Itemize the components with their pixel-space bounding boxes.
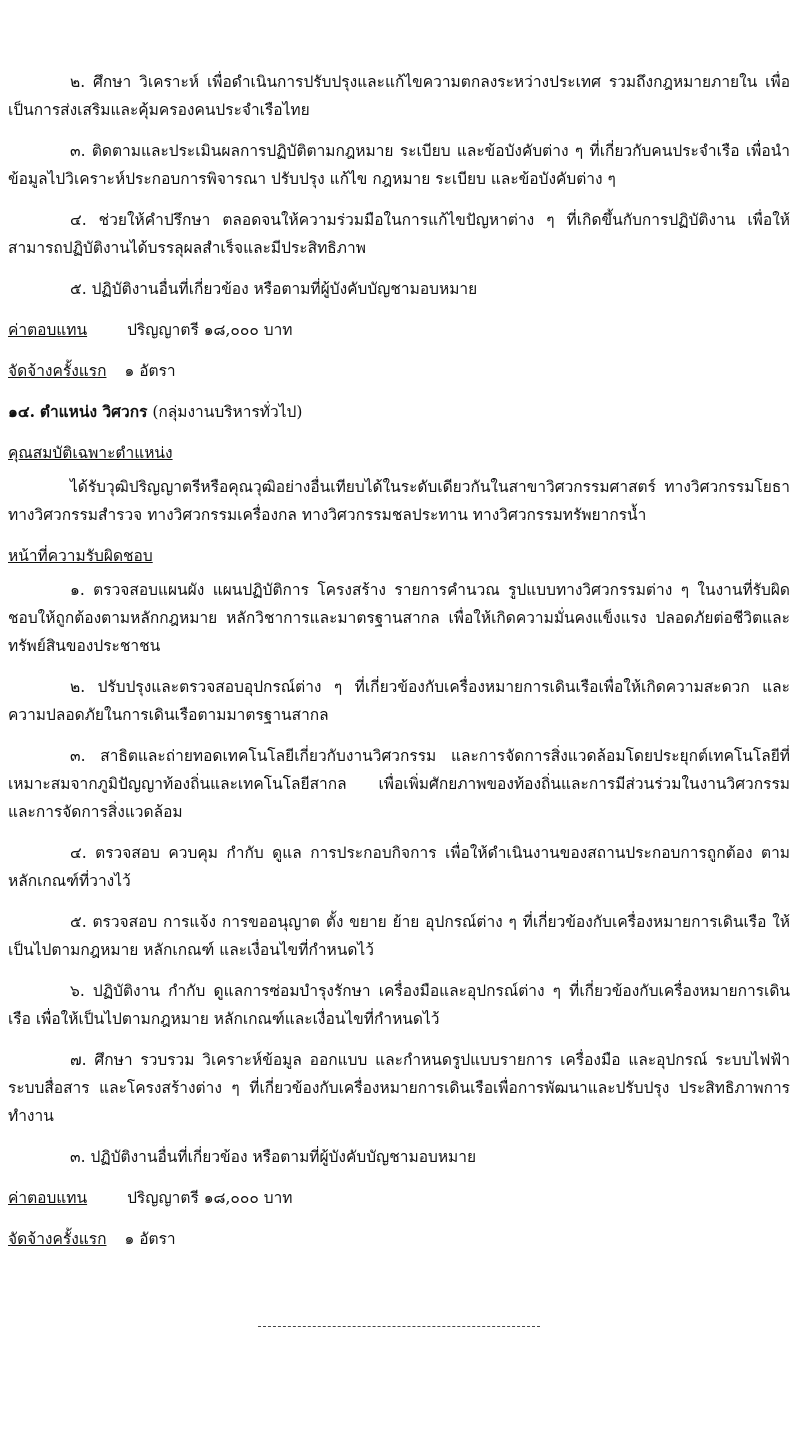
position-title: ตำแหน่ง วิศวกร <box>39 402 148 421</box>
position-group: (กลุ่มงานบริหารทั่วไป) <box>152 403 303 421</box>
pay-value: ปริญญาตรี ๑๘,๐๐๐ บาท <box>127 1189 293 1207</box>
duty-item: ๓. สาธิตและถ่ายทอดเทคโนโลยีเกี่ยวกับงานวิศวกรรม และการจัดการสิ่งแวดล้อมโดยประยุกต์เทคโนโลยีที่เหมาะสมจากภูมิปัญญาท้องถิ่นและเทคโนโลยีสากล เพื่อเพิ่มศักยภาพของท้องถิ่นและการมีส่วนร่วมในงานวิศวกรรม และการจัดการสิ่งแวดล้อม <box>8 747 790 821</box>
position-heading <box>8 398 790 426</box>
duty-item: ๑. ตรวจสอบแผนผัง แผนปฏิบัติการ โครงสร้าง รายการคำนวณ รูปแบบทางวิศวกรรมต่าง ๆ ในงานที่รับผิดชอบให้ถูกต้องตามหลักกฎหมาย หลักวิชาการและมาตรฐานสากล เพื่อให้เกิดความมั่นคงแข็งแรง ปลอดภัยต่อชีวิตและทรัพย์สินของประชาชน <box>8 581 790 655</box>
hire-label: จัดจ้างครั้งแรก <box>8 362 107 380</box>
duty-item: ๕. ปฏิบัติงานอื่นที่เกี่ยวข้อง หรือตามที่ผู้บังคับบัญชามอบหมาย <box>70 280 478 298</box>
duty-item: ๒. ศึกษา วิเคราะห์ เพื่อดำเนินการปรับปรุงและแก้ไขความตกลงระหว่างประเทศ รวมถึงกฎหมายภายใน เพื่อเป็นการส่งเสริมและคุ้มครองคนประจำเรือไทย <box>8 73 790 119</box>
duty-item: ๒. ปรับปรุงและตรวจสอบอุปกรณ์ต่าง ๆ ที่เกี่ยวข้องกับเครื่องหมายการเดินเรือเพื่อให้เกิดความสะดวก และความปลอดภัยในการเดินเรือตามมาตรฐานสากล <box>8 678 790 724</box>
duties-heading-text: หน้าที่ความรับผิดชอบ <box>8 547 153 565</box>
hire-row <box>8 357 790 385</box>
duty-item: ๓. ปฏิบัติงานอื่นที่เกี่ยวข้อง หรือตามที่ผู้บังคับบัญชามอบหมาย <box>70 1148 477 1166</box>
duty-item: ๓. ติดตามและประเมินผลการปฏิบัติตามกฎหมาย ระเบียบ และข้อบังคับต่าง ๆ ที่เกี่ยวกับคนประจำเรือ เพื่อนำข้อมูลไปวิเคราะห์ประกอบการพิจารณา ปรับปรุง แก้ไข กฎหมาย ระเบียบ และข้อบังคับต่าง ๆ <box>8 142 790 188</box>
duty-item: ๔. ตรวจสอบ ควบคุม กำกับ ดูแล การประกอบกิจการ เพื่อให้ดำเนินงานของสถานประกอบการถูกต้อง ตามหลักเกณฑ์ที่วางไว้ <box>8 844 790 890</box>
pay-value: ปริญญาตรี ๑๘,๐๐๐ บาท <box>127 321 293 339</box>
duty-item: ๕. ตรวจสอบ การแจ้ง การขออนุญาต ตั้ง ขยาย ย้าย อุปกรณ์ต่าง ๆ ที่เกี่ยวข้องกับเครื่องหมายการเดินเรือ ให้เป็นไปตามกฎหมาย หลักเกณฑ์ และเงื่อนไขที่กำหนดไว้ <box>8 913 790 959</box>
pay-label: ค่าตอบแทน <box>8 1189 88 1207</box>
duty-item: ๗. ศึกษา รวบรวม วิเคราะห์ข้อมูล ออกแบบ และกำหนดรูปแบบรายการ เครื่องมือ และอุปกรณ์ ระบบไฟฟ้า ระบบสื่อสาร และโครงสร้างต่าง ๆ ที่เกี่ยวข้องกับเครื่องหมายการเดินเรือเพื่อการพัฒนาและปรับปรุง ประสิทธิภาพการทำงาน <box>8 1051 790 1125</box>
position-duties <box>8 576 790 1171</box>
duties-heading <box>8 542 790 570</box>
previous-section-duties <box>8 68 790 303</box>
hire-row <box>8 1225 790 1253</box>
hire-label: จัดจ้างครั้งแรก <box>8 1230 107 1248</box>
qualification-heading-text: คุณสมบัติเฉพาะตำแหน่ง <box>8 444 173 462</box>
duty-item: ๖. ปฏิบัติงาน กำกับ ดูแลการซ่อมบำรุงรักษา เครื่องมือและอุปกรณ์ต่าง ๆ ที่เกี่ยวข้องกับเครื่องหมายการเดินเรือ เพื่อให้เป็นไปตามกฎหมาย หลักเกณฑ์และเงื่อนไขที่กำหนดไว้ <box>8 982 790 1028</box>
duty-item: ๔. ช่วยให้คำปรึกษา ตลอดจนให้ความร่วมมือในการแก้ไขปัญหาต่าง ๆ ที่เกิดขึ้นกับการปฏิบัติงาน เพื่อให้สามารถปฏิบัติงานได้บรรลุผลสำเร็จและมีประสิทธิภาพ <box>8 211 790 257</box>
end-divider <box>258 1326 540 1327</box>
hire-value: ๑ อัตรา <box>124 1230 176 1248</box>
hire-value: ๑ อัตรา <box>124 362 176 380</box>
pay-label: ค่าตอบแทน <box>8 321 88 339</box>
qualification-text: ได้รับวุฒิปริญญาตรีหรือคุณวุฒิอย่างอื่นเทียบได้ในระดับเดียวกันในสาขาวิศวกรรมศาสตร์ ทางวิศวกรรมโยธา ทางวิศวกรรมสำรวจ ทางวิศวกรรมเครื่องกล ทางวิศวกรรมชลประทาน ทางวิศวกรรมทรัพยากรน้ำ <box>8 478 790 524</box>
pay-row <box>8 1184 790 1212</box>
qualification-heading <box>8 439 790 467</box>
pay-row <box>8 316 790 344</box>
position-number: ๑๔. <box>8 402 35 421</box>
